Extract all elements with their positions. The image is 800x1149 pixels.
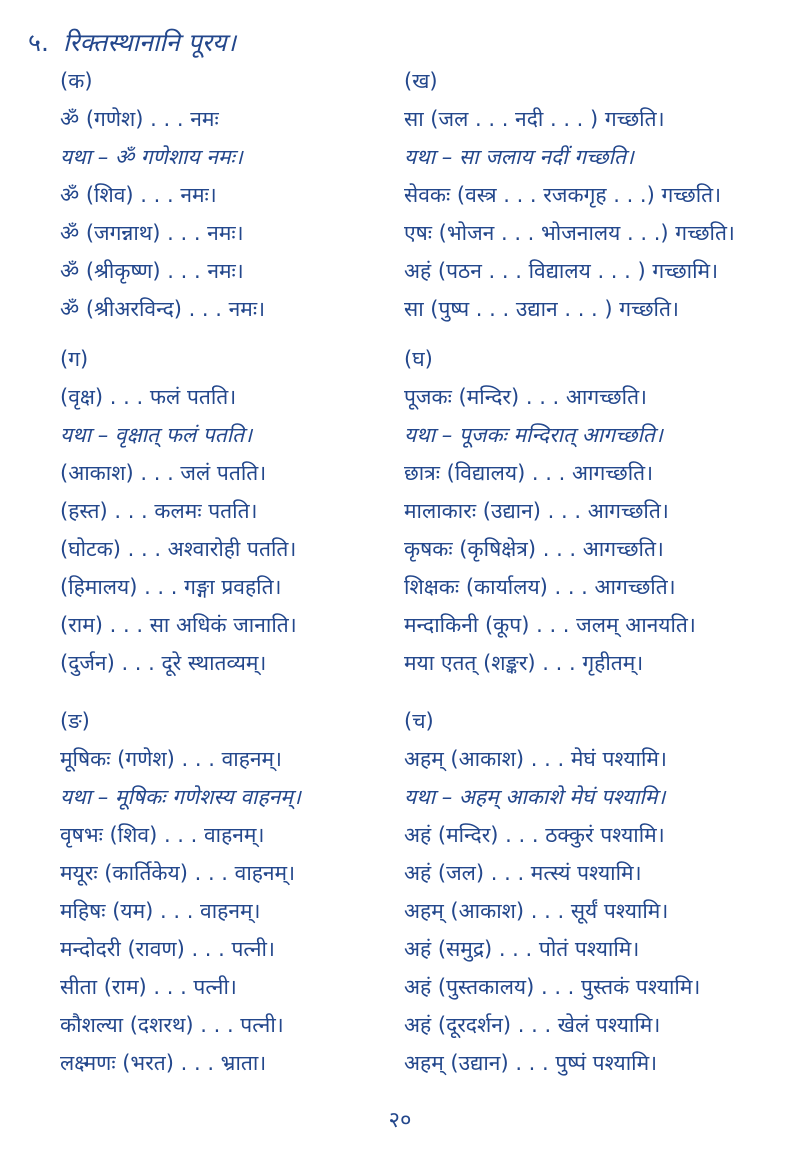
exercise-line: ॐ (श्रीकृष्ण) . . . नमः। [60,259,244,283]
exercise-instruction: रिक्तस्थानानि पूरय। [62,28,237,57]
exercise-line: पूजकः (मन्दिर) . . . आगच्छति। [404,385,647,409]
exercise-line: (राम) . . . सा अधिकं जानाति। [60,613,297,637]
exercise-line: लक्ष्मणः (भरत) . . . भ्राता। [60,1051,267,1075]
exercise-line: अहं (पुस्तकालय) . . . पुस्तकं पश्यामि। [404,975,701,999]
exercise-line: शिक्षकः (कार्यालय) . . . आगच्छति। [404,575,676,599]
exercise-line: मन्दाकिनी (कूप) . . . जलम् आनयति। [404,613,696,637]
exercise-line: सेवकः (वस्त्र . . . रजकगृह . . .) गच्छति। [404,183,722,207]
exercise-line: सा (जल . . . नदी . . . ) गच्छति। [404,107,665,131]
exercise-line: सा (पुष्प . . . उद्यान . . . ) गच्छति। [404,297,679,321]
exercise-line: अहम् (आकाश) . . . मेघं पश्यामि। [404,747,667,771]
exercise-line: एषः (भोजन . . . भोजनालय . . .) गच्छति। [404,221,735,245]
exercise-line: सीता (राम) . . . पत्नी। [60,975,237,999]
exercise-line: ॐ (शिव) . . . नमः। [60,183,217,207]
section-label: (क) [60,69,93,93]
exercise-line: छात्रः (विद्यालय) . . . आगच्छति। [404,461,654,485]
exercise-line: कृषकः (कृषिक्षेत्र) . . . आगच्छति। [404,537,664,561]
example-line: यथा – मूषिकः गणेशस्य वाहनम्। [60,785,301,809]
exercise-line: कौशल्या (दशरथ) . . . पत्नी। [60,1013,284,1037]
exercise-line: (हिमालय) . . . गङ्गा प्रवहति। [60,575,282,599]
exercise-line: अहं (पठन . . . विद्यालय . . . ) गच्छामि। [404,259,719,283]
exercise-line: अहम् (उद्यान) . . . पुष्पं पश्यामि। [404,1051,658,1075]
exercise-line: मन्दोदरी (रावण) . . . पत्नी। [60,937,275,961]
exercise-line: ॐ (श्रीअरविन्द) . . . नमः। [60,297,266,321]
exercise-line: मयूरः (कार्तिकेय) . . . वाहनम्। [60,861,296,885]
exercise-line: (आकाश) . . . जलं पतति। [60,461,267,485]
example-line: यथा – अहम् आकाशे मेघं पश्यामि। [404,785,666,809]
exercise-line: मया एतत् (शङ्कर) . . . गृहीतम्। [404,651,644,675]
exercise-line: (घोटक) . . . अश्वारोही पतति। [60,537,297,561]
exercise-line: (वृक्ष) . . . फलं पतति। [60,385,237,409]
example-line: यथा – ॐ गणेशाय नमः। [60,145,243,169]
exercise-line: महिषः (यम) . . . वाहनम्। [60,899,261,923]
exercise-line: (दुर्जन) . . . दूरे स्थातव्यम्। [60,651,267,675]
exercise-line: ॐ (जगन्नाथ) . . . नमः। [60,221,244,245]
exercise-line: वृषभः (शिव) . . . वाहनम्। [60,823,265,847]
exercise-line: अहं (जल) . . . मत्स्यं पश्यामि। [404,861,642,885]
example-line: यथा – सा जलाय नदीं गच्छति। [404,145,634,169]
exercise-heading [28,26,236,60]
exercise-line: अहं (दूरदर्शन) . . . खेलं पश्यामि। [404,1013,661,1037]
page-number: २० [388,1108,412,1133]
section-label: (घ) [404,347,433,371]
exercise-line: मालाकारः (उद्यान) . . . आगच्छति। [404,499,669,523]
example-line: यथा – वृक्षात् फलं पतति। [60,423,253,447]
section-label: (ख) [404,69,438,93]
section-label: (ग) [60,347,89,371]
example-line: यथा – पूजकः मन्दिरात् आगच्छति। [404,423,663,447]
section-label: (च) [404,709,434,733]
exercise-number: ५. [28,28,49,57]
section-label: (ङ) [60,709,90,733]
exercise-line: अहं (मन्दिर) . . . ठक्कुरं पश्यामि। [404,823,665,847]
exercise-line: (हस्त) . . . कलमः पतति। [60,499,258,523]
exercise-line: अहम् (आकाश) . . . सूर्यं पश्यामि। [404,899,669,923]
exercise-line: अहं (समुद्र) . . . पोतं पश्यामि। [404,937,640,961]
exercise-line: ॐ (गणेश) . . . नमः [60,107,219,131]
exercise-line: मूषिकः (गणेश) . . . वाहनम्। [60,747,283,771]
